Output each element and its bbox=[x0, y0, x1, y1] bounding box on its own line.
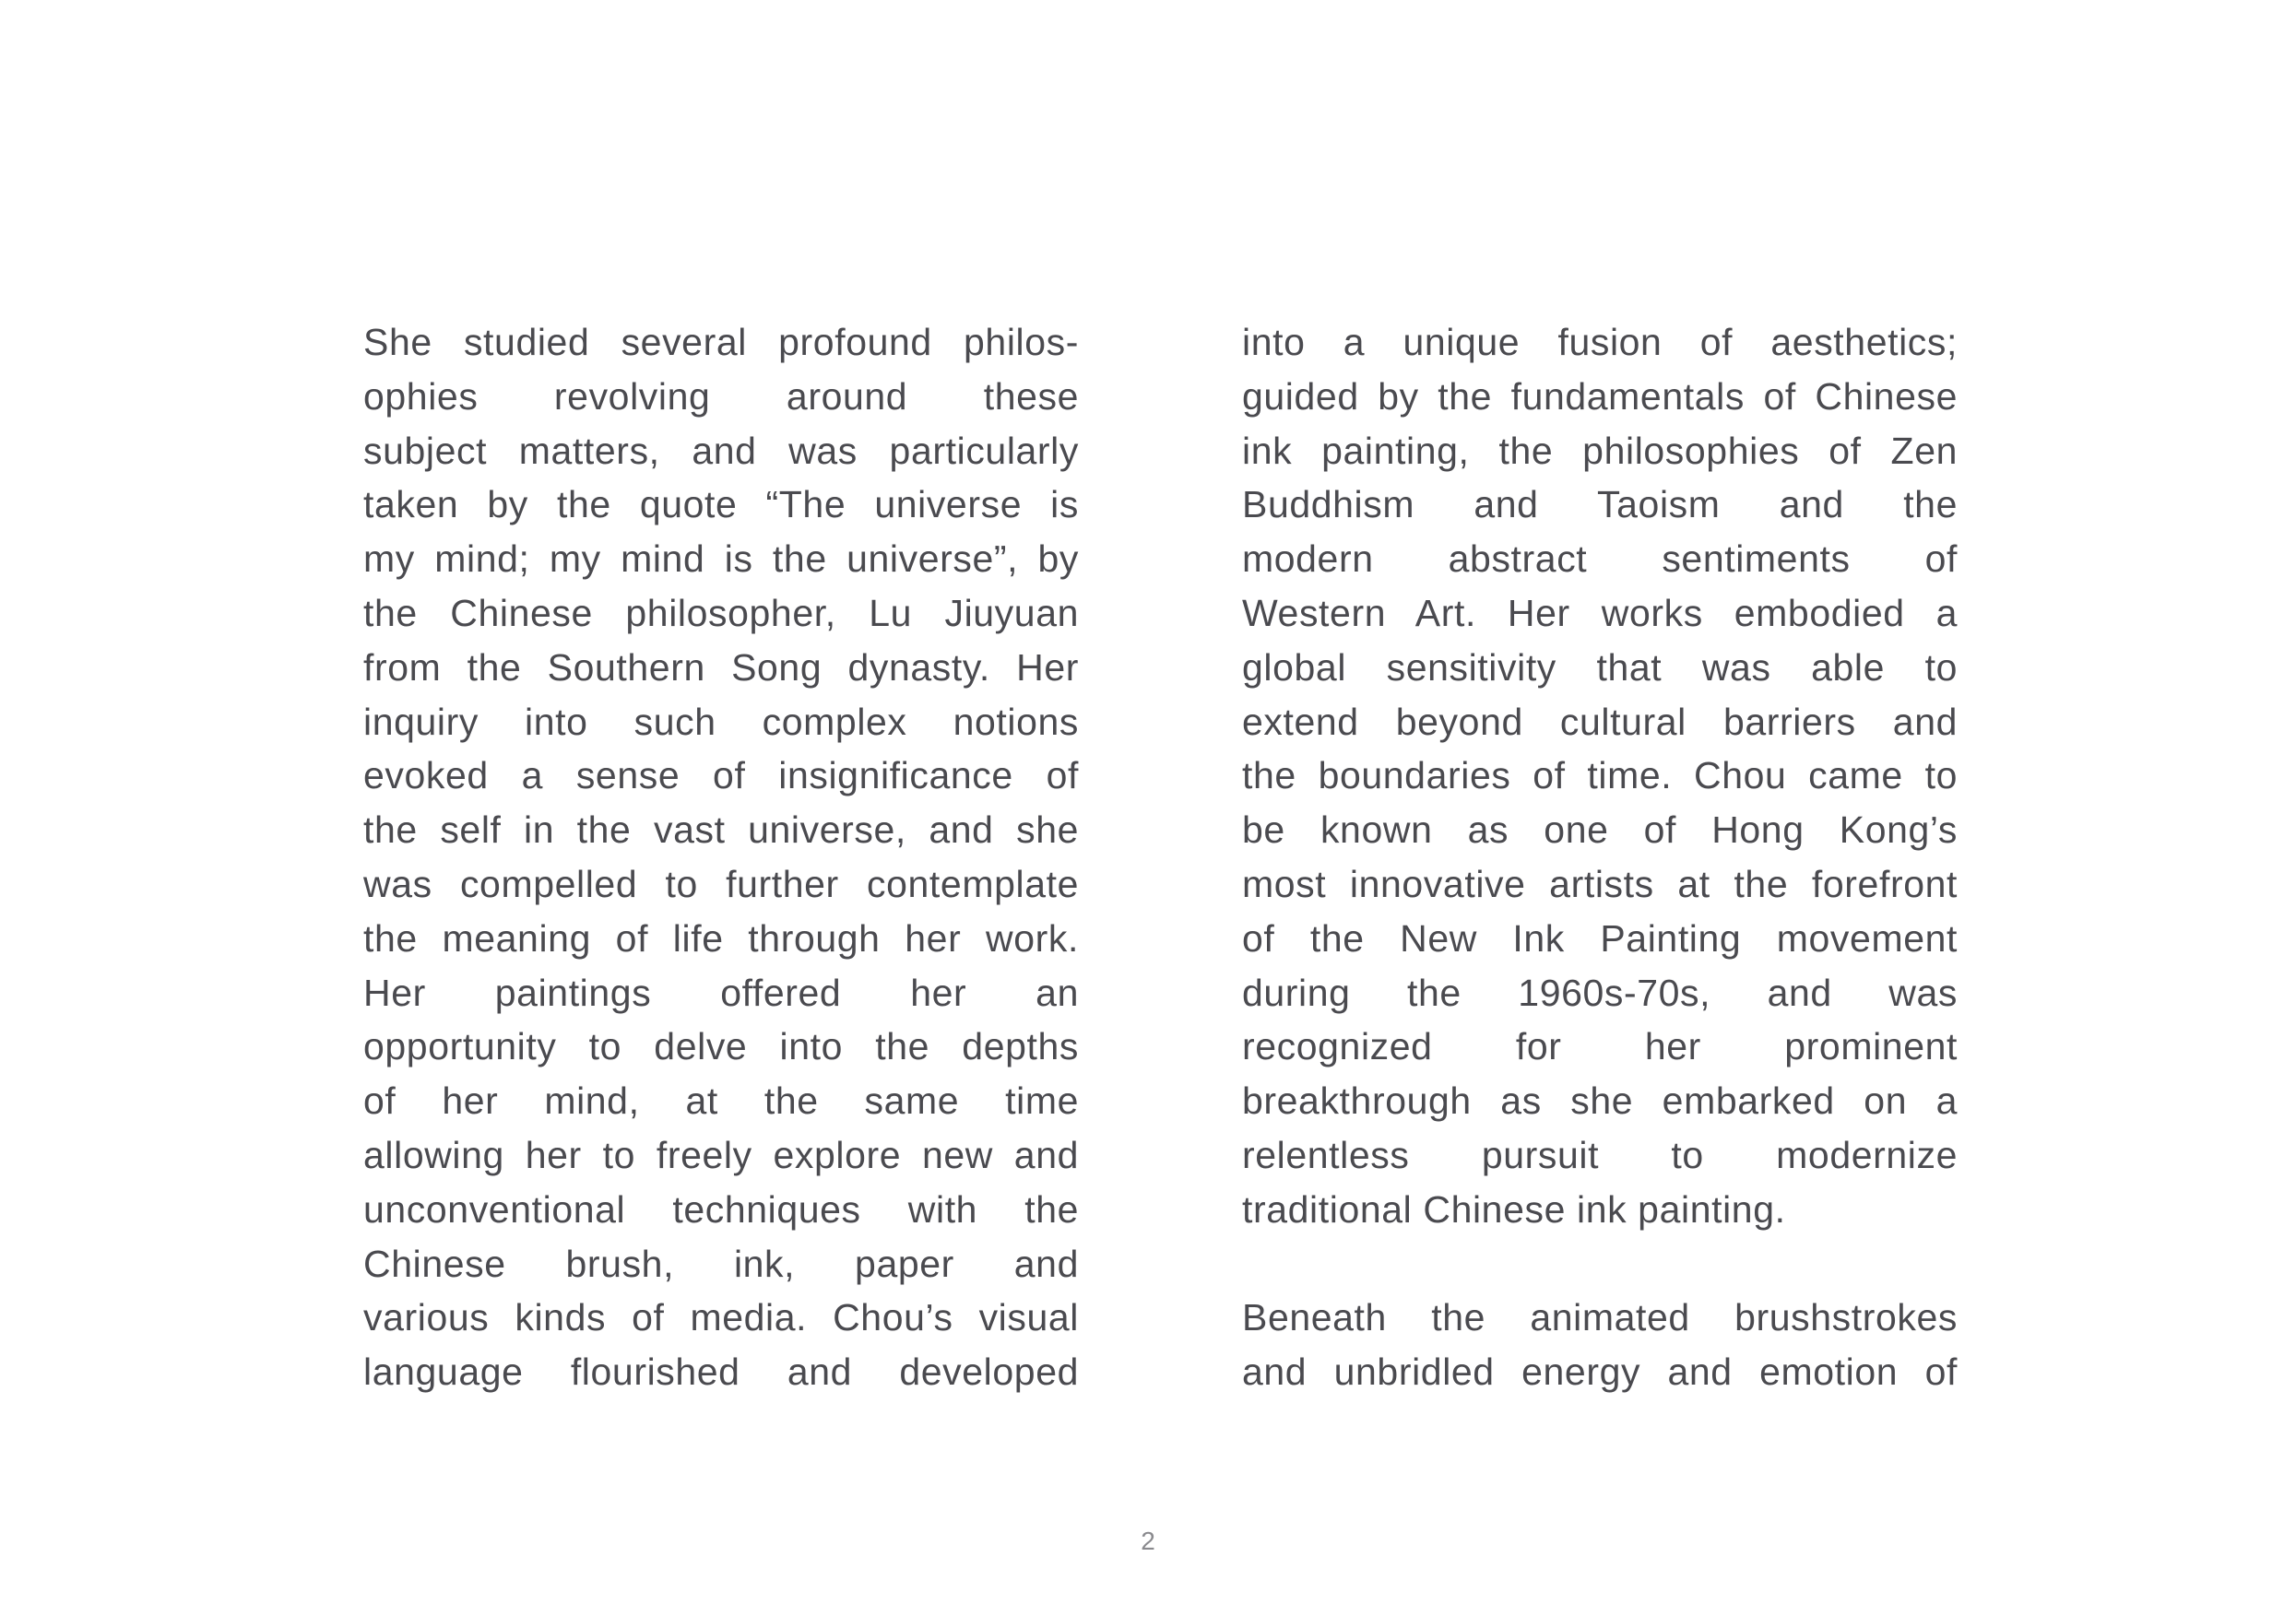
text-line: breakthrough as she embarked on a bbox=[1242, 1079, 1958, 1123]
text-line: Western Art. Her works embodied a bbox=[1242, 591, 1958, 634]
text-line: evoked a sense of insignificance of bbox=[363, 754, 1079, 797]
text-line: most innovative artists at the forefront bbox=[1242, 862, 1958, 905]
text-line: relentless pursuit to modernize bbox=[1242, 1133, 1958, 1176]
page-number: 2 bbox=[1141, 1527, 1155, 1555]
text-line: the self in the vast universe, and she bbox=[363, 808, 1079, 852]
text-line: ink painting, the philosophies of Zen bbox=[1242, 429, 1958, 472]
text-line: into a unique fusion of aesthetics; bbox=[1242, 321, 1958, 363]
text-line: Buddhism and Taoism and the bbox=[1242, 483, 1958, 526]
text-line: various kinds of media. Chou’s visual bbox=[363, 1296, 1079, 1339]
text-line: Beneath the animated brushstrokes bbox=[1242, 1296, 1958, 1339]
text-line: of the New Ink Painting movement bbox=[1242, 916, 1958, 960]
text-line: She studied several profound philos- bbox=[363, 321, 1079, 363]
text-line: extend beyond cultural barriers and bbox=[1242, 700, 1958, 743]
text-line: was compelled to further contemplate bbox=[363, 862, 1079, 905]
text-line: the Chinese philosopher, Lu Jiuyuan bbox=[363, 591, 1079, 634]
text-line: allowing her to freely explore new and bbox=[363, 1133, 1079, 1176]
text-line: modern abstract sentiments of bbox=[1242, 537, 1958, 581]
text-line: from the Southern Song dynasty. Her bbox=[363, 645, 1079, 689]
text-line: global sensitivity that was able to bbox=[1242, 645, 1958, 689]
paragraph-break bbox=[1242, 1237, 1958, 1291]
text-line: ophies revolving around these bbox=[363, 374, 1079, 418]
text-line: the boundaries of time. Chou came to bbox=[1242, 754, 1958, 797]
text-line: unconventional techniques with the bbox=[363, 1187, 1079, 1231]
text-line: Her paintings offered her an bbox=[363, 971, 1079, 1014]
text-line: during the 1960s-70s, and was bbox=[1242, 971, 1958, 1014]
text-line: and unbridled energy and emotion of bbox=[1242, 1350, 1958, 1394]
left-text-column bbox=[363, 315, 1079, 1399]
text-line: traditional Chinese ink painting. bbox=[1242, 1187, 1786, 1231]
text-line: taken by the quote “The universe is bbox=[363, 483, 1079, 526]
text-line: of her mind, at the same time bbox=[363, 1079, 1079, 1123]
text-line: language flourished and developed bbox=[363, 1350, 1079, 1394]
text-line: opportunity to delve into the depths bbox=[363, 1025, 1079, 1068]
text-line: inquiry into such complex notions bbox=[363, 700, 1079, 743]
text-line: subject matters, and was particularly bbox=[363, 429, 1079, 472]
text-line: recognized for her prominent bbox=[1242, 1025, 1958, 1068]
text-line: the meaning of life through her work. bbox=[363, 916, 1079, 960]
right-text-column bbox=[1242, 315, 1958, 1399]
text-line: my mind; my mind is the universe”, by bbox=[363, 537, 1079, 581]
text-line: guided by the fundamentals of Chinese bbox=[1242, 374, 1958, 418]
text-line: be known as one of Hong Kong’s bbox=[1242, 808, 1958, 852]
text-line: Chinese brush, ink, paper and bbox=[363, 1242, 1079, 1285]
